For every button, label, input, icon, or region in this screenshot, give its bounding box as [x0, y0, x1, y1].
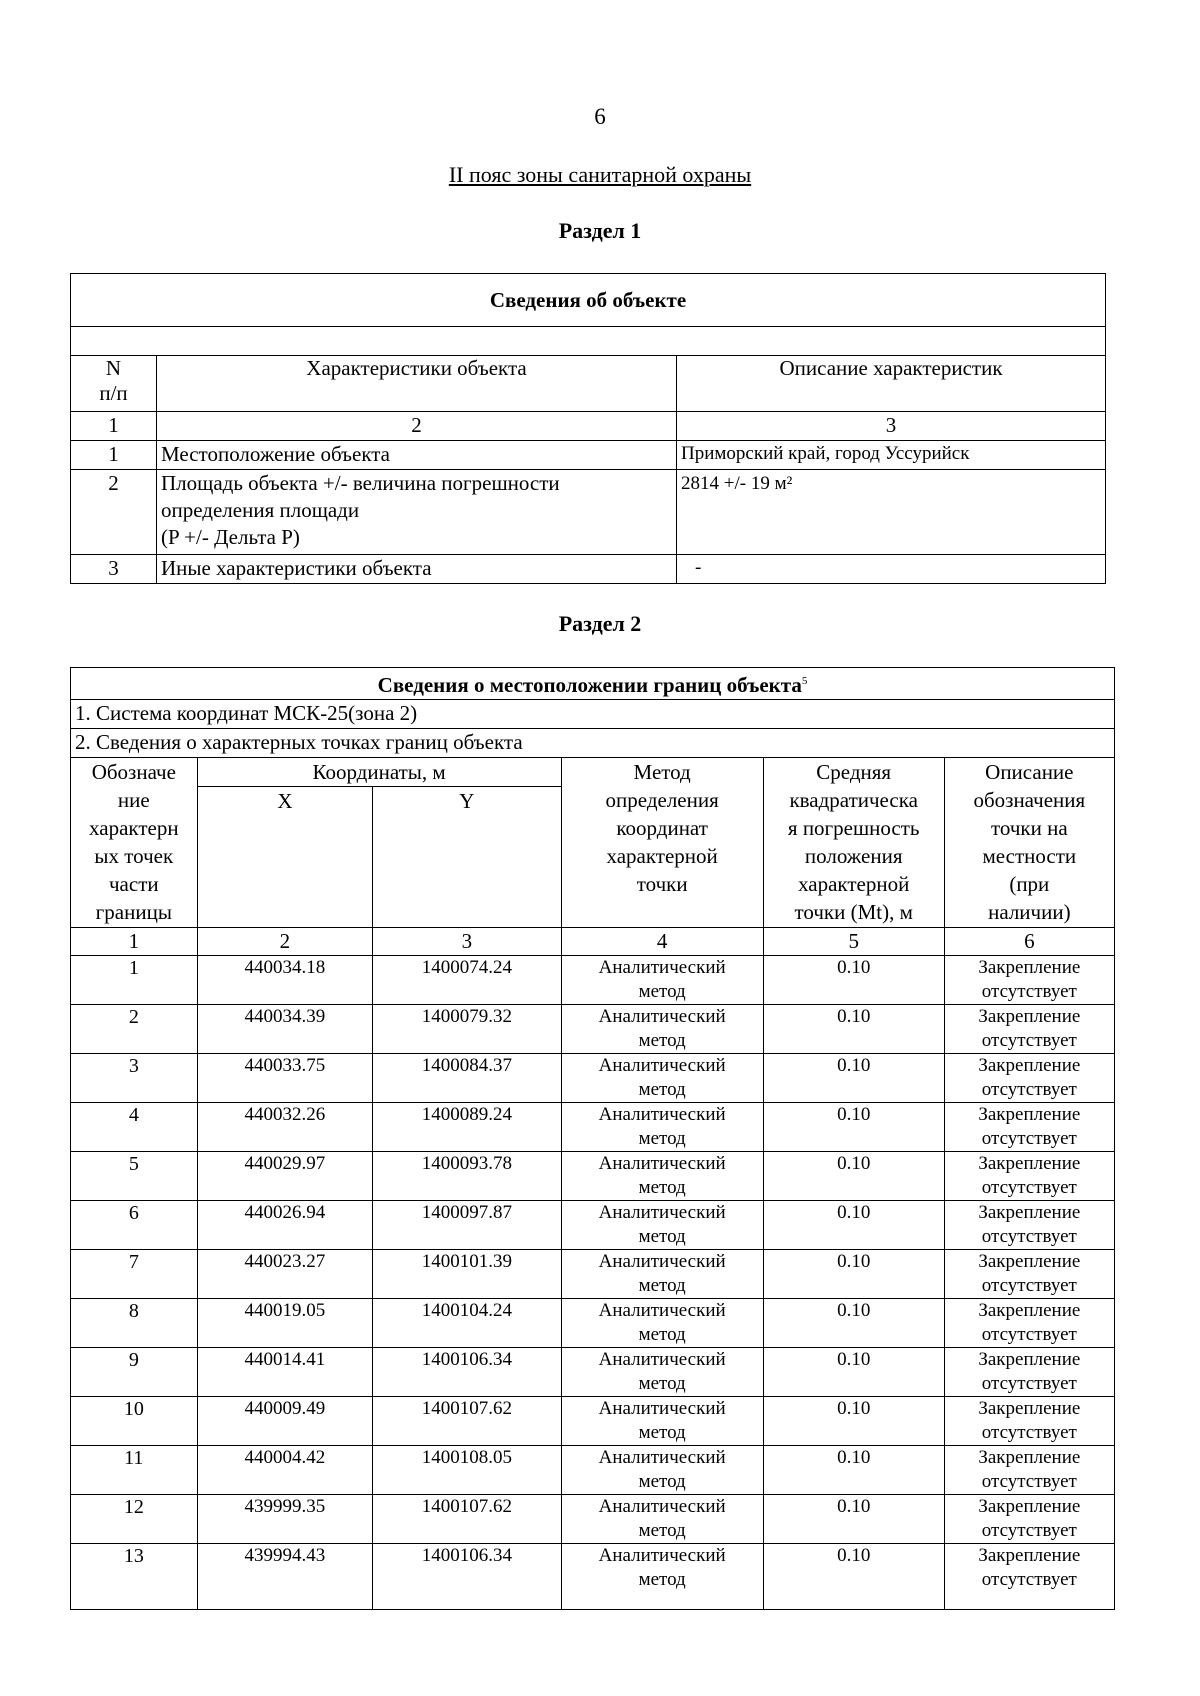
point-method: Аналитический метод: [561, 956, 763, 1005]
table-row: [71, 1495, 1115, 1544]
point-number: 3: [71, 1054, 198, 1103]
point-number: 12: [71, 1495, 198, 1544]
section2-heading: Раздел 2: [558, 611, 642, 636]
table-row: [71, 1054, 1115, 1103]
col-number: 1: [71, 412, 157, 441]
point-y: 1400106.34: [373, 1348, 561, 1397]
point-x: 440032.26: [197, 1103, 373, 1152]
point-y: 1400108.05: [373, 1446, 561, 1495]
col-number: 2: [157, 412, 677, 441]
point-method: Аналитический метод: [561, 1544, 763, 1610]
row-value: Приморский край, город Уссурийск: [677, 441, 1106, 470]
table-row: [71, 956, 1115, 1005]
col-number: 3: [373, 928, 561, 956]
point-description: Закрепление отсутствует: [944, 1201, 1114, 1250]
point-error: 0.10: [763, 1397, 944, 1446]
point-number: 5: [71, 1152, 198, 1201]
header-characteristics: Характеристики объекта: [157, 356, 677, 412]
table-row: [71, 470, 1106, 555]
point-method: Аналитический метод: [561, 1397, 763, 1446]
point-number: 11: [71, 1446, 198, 1495]
point-number: 6: [71, 1201, 198, 1250]
point-x: 440026.94: [197, 1201, 373, 1250]
point-error: 0.10: [763, 1544, 944, 1610]
row-number: 3: [71, 555, 157, 584]
point-error: 0.10: [763, 956, 944, 1005]
point-x: 440004.42: [197, 1446, 373, 1495]
point-y: 1400107.62: [373, 1495, 561, 1544]
col-number: 5: [763, 928, 944, 956]
point-method: Аналитический метод: [561, 1348, 763, 1397]
point-method: Аналитический метод: [561, 1005, 763, 1054]
table-row: [71, 1397, 1115, 1446]
point-x: 440029.97: [197, 1152, 373, 1201]
point-x: 440023.27: [197, 1250, 373, 1299]
table-row: [71, 1446, 1115, 1495]
object-info-table: [70, 273, 1106, 584]
point-number: 8: [71, 1299, 198, 1348]
points-table-title: Сведения о местоположении границ объекта: [377, 673, 802, 697]
table-row: [71, 441, 1106, 470]
page-number: 6: [594, 104, 606, 129]
table-row: [71, 1152, 1115, 1201]
point-error: 0.10: [763, 1152, 944, 1201]
row-value: 2814 +/- 19 м²: [677, 470, 1106, 555]
header-description: Описание характеристик: [677, 356, 1106, 412]
point-y: 1400079.32: [373, 1005, 561, 1054]
row-characteristic: Площадь объекта +/- величина погрешности определения площади (P +/- Дельта P): [157, 470, 677, 555]
point-error: 0.10: [763, 1495, 944, 1544]
points-table-title-cell: [71, 668, 1115, 700]
col-number: 1: [71, 928, 198, 956]
point-error: 0.10: [763, 1201, 944, 1250]
table-row: [71, 1250, 1115, 1299]
point-description: Закрепление отсутствует: [944, 1103, 1114, 1152]
object-table-spacer: [71, 327, 1106, 356]
points-title: 2. Сведения о характерных точках границ объекта: [71, 729, 1115, 758]
table-row: [71, 1299, 1115, 1348]
header-designation: Обозначе ние характерн ых точек части границы: [71, 758, 198, 928]
col-number: 2: [197, 928, 373, 956]
footnote-mark: 5: [801, 675, 808, 687]
point-number: 13: [71, 1544, 198, 1610]
point-x: 440034.18: [197, 956, 373, 1005]
point-number: 7: [71, 1250, 198, 1299]
row-number: 2: [71, 470, 157, 555]
point-description: Закрепление отсутствует: [944, 1397, 1114, 1446]
point-description: Закрепление отсутствует: [944, 1054, 1114, 1103]
point-y: 1400101.39: [373, 1250, 561, 1299]
point-error: 0.10: [763, 1103, 944, 1152]
point-y: 1400084.37: [373, 1054, 561, 1103]
point-x: 440014.41: [197, 1348, 373, 1397]
point-error: 0.10: [763, 1348, 944, 1397]
point-method: Аналитический метод: [561, 1103, 763, 1152]
point-x: 439994.43: [197, 1544, 373, 1610]
point-method: Аналитический метод: [561, 1299, 763, 1348]
row-number: 1: [71, 441, 157, 470]
point-error: 0.10: [763, 1005, 944, 1054]
row-characteristic: Иные характеристики объекта: [157, 555, 677, 584]
point-method: Аналитический метод: [561, 1152, 763, 1201]
point-y: 1400089.24: [373, 1103, 561, 1152]
table-row: [71, 1103, 1115, 1152]
point-description: Закрепление отсутствует: [944, 1544, 1114, 1610]
row-characteristic: Местоположение объекта: [157, 441, 677, 470]
point-description: Закрепление отсутствует: [944, 1005, 1114, 1054]
boundary-points-table: [70, 667, 1115, 1610]
point-x: 440019.05: [197, 1299, 373, 1348]
header-x: X: [197, 787, 373, 928]
point-method: Аналитический метод: [561, 1446, 763, 1495]
header-error: Средняя квадратическа я погрешность положения характерной точки (Mt), м: [763, 758, 944, 928]
point-description: Закрепление отсутствует: [944, 1250, 1114, 1299]
point-y: 1400104.24: [373, 1299, 561, 1348]
table-row: [71, 555, 1106, 584]
zone-title: II пояс зоны санитарной охраны: [448, 162, 752, 187]
point-description: Закрепление отсутствует: [944, 1495, 1114, 1544]
point-description: Закрепление отсутствует: [944, 1152, 1114, 1201]
table-row: [71, 1348, 1115, 1397]
section1-heading: Раздел 1: [558, 218, 642, 243]
point-method: Аналитический метод: [561, 1054, 763, 1103]
point-y: 1400097.87: [373, 1201, 561, 1250]
points-body: [71, 956, 1115, 1610]
point-number: 4: [71, 1103, 198, 1152]
object-table-title: Сведения об объекте: [71, 274, 1106, 327]
point-method: Аналитический метод: [561, 1250, 763, 1299]
point-method: Аналитический метод: [561, 1495, 763, 1544]
point-description: Закрепление отсутствует: [944, 1446, 1114, 1495]
coordinate-system: 1. Система координат МСК-25(зона 2): [71, 700, 1115, 729]
col-number: 4: [561, 928, 763, 956]
point-description: Закрепление отсутствует: [944, 956, 1114, 1005]
point-error: 0.10: [763, 1299, 944, 1348]
point-description: Закрепление отсутствует: [944, 1348, 1114, 1397]
point-method: Аналитический метод: [561, 1201, 763, 1250]
table-row: [71, 1544, 1115, 1610]
col-number: 6: [944, 928, 1114, 956]
point-x: 440034.39: [197, 1005, 373, 1054]
point-number: 9: [71, 1348, 198, 1397]
header-n: N п/п: [71, 356, 157, 412]
header-method: Метод определения координат характерной точки: [561, 758, 763, 928]
header-y: Y: [373, 787, 561, 928]
point-number: 2: [71, 1005, 198, 1054]
table-row: [71, 1005, 1115, 1054]
point-y: 1400107.62: [373, 1397, 561, 1446]
point-y: 1400093.78: [373, 1152, 561, 1201]
row-value: -: [677, 555, 1106, 584]
point-x: 440033.75: [197, 1054, 373, 1103]
point-x: 440009.49: [197, 1397, 373, 1446]
point-error: 0.10: [763, 1054, 944, 1103]
point-error: 0.10: [763, 1250, 944, 1299]
point-y: 1400074.24: [373, 956, 561, 1005]
header-point-description: Описание обозначения точки на местности (при наличии): [944, 758, 1114, 928]
table-row: [71, 1201, 1115, 1250]
col-number: 3: [677, 412, 1106, 441]
point-description: Закрепление отсутствует: [944, 1299, 1114, 1348]
point-number: 10: [71, 1397, 198, 1446]
point-error: 0.10: [763, 1446, 944, 1495]
point-number: 1: [71, 956, 198, 1005]
point-y: 1400106.34: [373, 1544, 561, 1610]
header-coordinates: Координаты, м: [197, 758, 561, 787]
point-x: 439999.35: [197, 1495, 373, 1544]
